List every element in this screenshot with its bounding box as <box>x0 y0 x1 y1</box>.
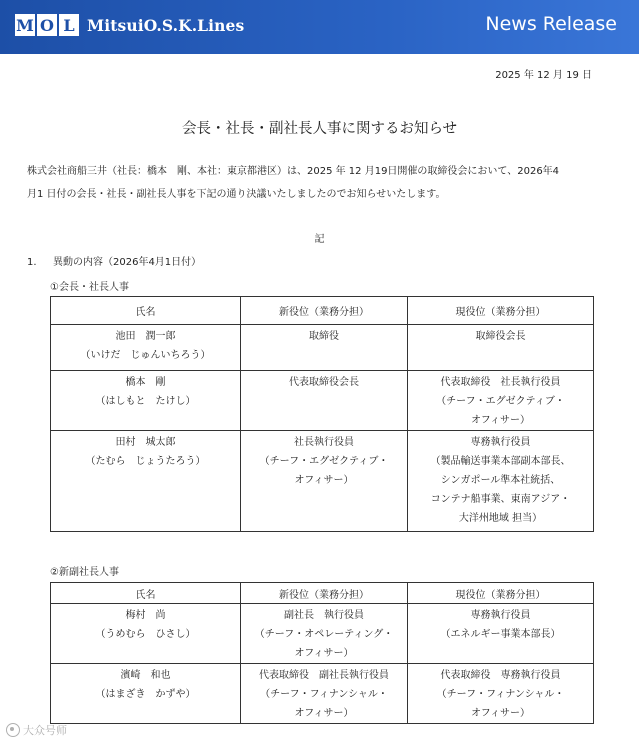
column-header: 現役位（業務分担） <box>408 583 594 604</box>
header-banner <box>0 0 639 54</box>
cell-line: （いけだ じゅんいちろう） <box>80 350 211 361</box>
current-position-cell <box>408 664 594 724</box>
cell-line: 橋本 剛 <box>125 377 166 388</box>
name-cell <box>51 325 241 371</box>
cell-line: 代表取締役 社長執行役員 <box>440 377 561 388</box>
cell-line: 濱崎 和也 <box>120 670 171 681</box>
logo-letter-o: O <box>37 14 57 36</box>
intro-paragraph <box>27 160 617 206</box>
intro-line: 株式会社商船三井（社長：橋本 剛、本社：東京都港区）は、2025 年 12 月19日開催の取締役会において、2026年4 <box>27 166 560 177</box>
current-position-cell <box>408 325 594 371</box>
news-release-label: News Release <box>485 13 617 35</box>
cell-line: （チーフ・エグゼクティブ・ <box>436 396 565 407</box>
cell-line: 代表取締役 専務執行役員 <box>440 670 561 681</box>
table-subheading: ①会長・社長人事 <box>50 282 129 293</box>
cell-line: 代表取締役会長 <box>289 377 359 388</box>
vice-president-table <box>50 582 594 724</box>
cell-line: （製品輸送事業本部副本部長、 <box>430 456 571 467</box>
cell-line: 田村 城太郎 <box>115 437 176 448</box>
column-header: 新役位（業務分担） <box>241 297 408 325</box>
column-header: 現役位（業務分担） <box>408 297 594 325</box>
cell-line: （はまざき かずや） <box>95 689 196 700</box>
new-position-cell <box>241 664 408 724</box>
table-row <box>51 431 594 532</box>
cell-line: オフィサー） <box>294 708 354 719</box>
cell-line: オフィサー） <box>471 415 530 426</box>
new-position-cell <box>241 371 408 431</box>
table-header-row <box>51 297 594 325</box>
cell-line: （チーフ・オペレーティング・ <box>254 629 394 640</box>
cell-line: （チーフ・エグゼクティブ・ <box>259 456 389 467</box>
logo-letter-l: L <box>59 14 79 36</box>
table-row <box>51 325 594 371</box>
cell-line: 社長執行役員 <box>294 437 354 448</box>
cell-line: （チーフ・フィナンシャル・ <box>260 689 388 700</box>
cell-line: 専務執行役員 <box>470 610 531 621</box>
name-cell <box>51 371 241 431</box>
cell-line: オフィサー） <box>294 475 354 486</box>
section-heading <box>27 253 201 268</box>
watermark-icon <box>6 723 20 737</box>
cell-line: （たむら じょうたろう） <box>85 456 206 467</box>
intro-line: 月1 日付の会長・社長・副社長人事を下記の通り決議いたしましたのでお知らせいたします。 <box>27 189 446 200</box>
cell-line: （うめむら ひさし） <box>95 629 196 640</box>
company-name: MitsuiO.S.K.Lines <box>87 15 245 35</box>
current-position-cell <box>408 604 594 664</box>
watermark-text: 大众号师 <box>23 724 67 737</box>
cell-line: 梅村 尚 <box>125 610 166 621</box>
ki-marker: 記 <box>314 234 325 245</box>
table-subheading: ②新副社長人事 <box>50 567 119 578</box>
cell-line: （エネルギー事業本部長） <box>440 629 561 640</box>
logo-letter-m: M <box>16 15 34 35</box>
cell-line: 取締役 <box>309 331 339 342</box>
company-logo <box>15 13 244 37</box>
cell-line: （はしもと たけし） <box>95 396 196 407</box>
table-row <box>51 371 594 431</box>
section-number: 1. <box>27 257 37 268</box>
cell-line: オフィサー） <box>471 708 530 719</box>
cell-line: コンテナ船事業、東南アジア・ <box>430 494 571 505</box>
table-header-row <box>51 583 594 604</box>
new-position-cell <box>241 325 408 371</box>
name-cell <box>51 604 241 664</box>
chairman-president-table <box>50 296 594 532</box>
column-header: 氏名 <box>51 583 241 604</box>
new-position-cell <box>241 604 408 664</box>
table-row <box>51 604 594 664</box>
column-header: 新役位（業務分担） <box>241 583 408 604</box>
table-row <box>51 664 594 724</box>
current-position-cell <box>408 371 594 431</box>
current-position-cell <box>408 431 594 532</box>
cell-line: シンガポール準本社統括、 <box>440 475 561 486</box>
cell-line: 池田 潤一郎 <box>115 331 176 342</box>
cell-line: （チーフ・フィナンシャル・ <box>436 689 565 700</box>
release-date: 2025 年 12 月 19 日 <box>495 70 592 81</box>
name-cell <box>51 664 241 724</box>
section-title: 異動の内容（2026年4月1日付） <box>53 257 202 268</box>
cell-line: 大洋州地域 担当） <box>458 513 543 524</box>
cell-line: 副社長 執行役員 <box>284 610 364 621</box>
column-header: 氏名 <box>51 297 241 325</box>
cell-line: 専務執行役員 <box>470 437 531 448</box>
new-position-cell <box>241 431 408 532</box>
cell-line: 代表取締役 副社長執行役員 <box>259 670 389 681</box>
cell-line: オフィサー） <box>294 648 354 659</box>
cell-line: 取締役会長 <box>475 331 526 342</box>
page-title: 会長・社長・副社長人事に関するお知らせ <box>181 121 458 137</box>
watermark <box>6 722 67 738</box>
name-cell <box>51 431 241 532</box>
